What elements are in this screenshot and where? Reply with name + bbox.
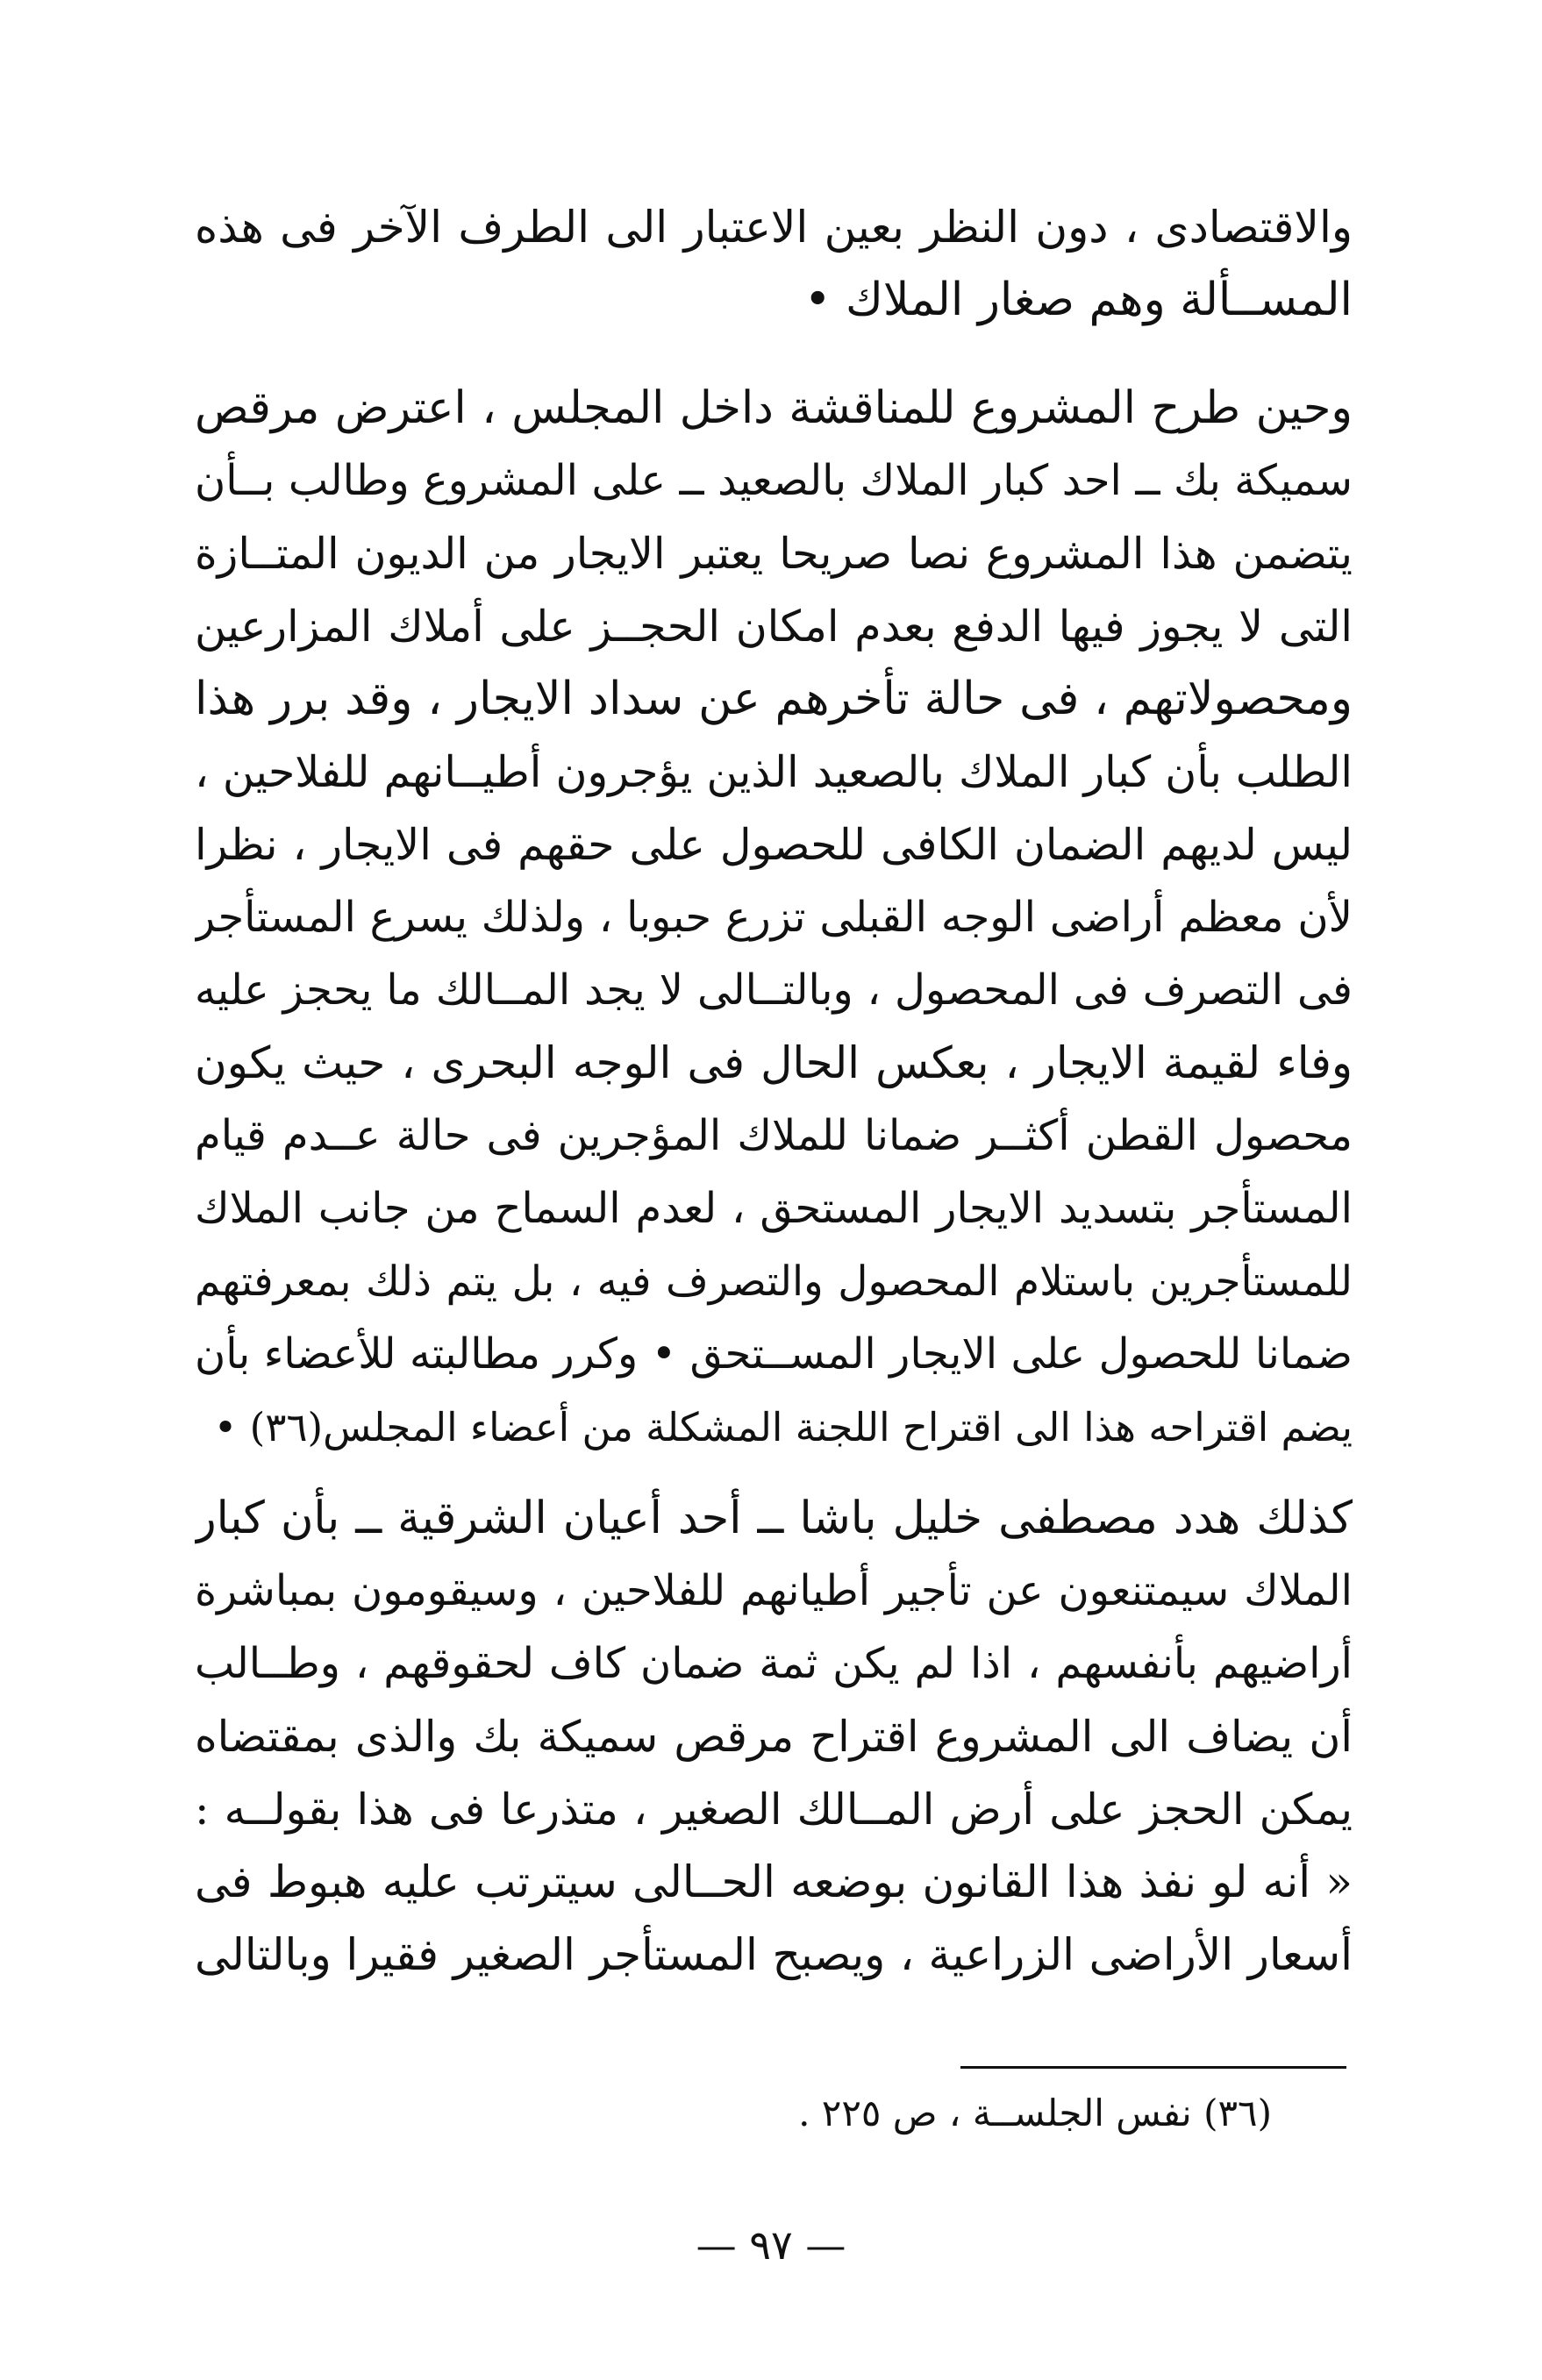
text-line: الطلب بأن كبار الملاك بالصعيد الذين يؤجرون أطيــانهم للفلاحين ، (195, 747, 1353, 797)
text-line: التى لا يجوز فيها الدفع بعدم امكان الحجــز على أملاك المزارعين (195, 602, 1353, 652)
text-line: أسعار الأراضى الزراعية ، ويصبح المستأجر الصغير فقيرا وبالتالى (195, 1929, 1353, 1980)
text-line: « أنه لو نفذ هذا القانون بوضعه الحــالى سيترتب عليه هبوط فى (195, 1856, 1353, 1907)
footnote-divider (960, 2066, 1346, 2069)
text-line: فى التصرف فى المحصول ، وبالتــالى لا يجد المــالك ما يحجز عليه (195, 966, 1353, 1015)
text-line: كذلك هدد مصطفى خليل باشا ــ أحد أعيان الشرقية ــ بأن كبار (195, 1493, 1353, 1544)
text-line: وفاء لقيمة الايجار ، بعكس الحال فى الوجه البحرى ، حيث يكون (195, 1037, 1353, 1088)
text-line: الملاك سيمتنعون عن تأجير أطيانهم للفلاحين ، وسيقومون بمباشرة (195, 1566, 1353, 1615)
text-line: يتضمن هذا المشروع نصا صريحا يعتبر الايجار من الديون المتــازة (195, 529, 1353, 579)
text-line: والاقتصادى ، دون النظر بعين الاعتبار الى الطرف الآخر فى هذه (195, 202, 1353, 253)
text-line: لأن معظم أراضى الوجه القبلى تزرع حبوبا ، ولذلك يسرع المستأجر (195, 893, 1353, 942)
text-line: أراضيهم بأنفسهم ، اذا لم يكن ثمة ضمان كاف لحقوقهم ، وطــالب (195, 1639, 1353, 1688)
paragraph-2 (195, 372, 1353, 1464)
footnote: (٣٦) نفس الجلســة ، ص ٢٢٥ . (798, 2091, 1272, 2134)
text-line: أن يضاف الى المشروع اقتراح مرقص سميكة بك والذى بمقتضاه (195, 1712, 1353, 1762)
text-line: للمستأجرين باستلام المحصول والتصرف فيه ، بل يتم ذلك بمعرفتهم (195, 1258, 1353, 1306)
text-line: المســألة وهم صغار الملاك • (803, 274, 1353, 326)
text-line: ليس لديهم الضمان الكافى للحصول على حقهم فى الايجار ، نظرا (195, 820, 1353, 870)
text-line: ضمانا للحصول على الايجار المســتحق • وكرر مطالبته للأعضاء بأن (195, 1329, 1353, 1379)
text-line: سميكة بك ــ احد كبار الملاك بالصعيد ــ على المشروع وطالب بــأن (195, 456, 1353, 505)
page-number: — ٩٧ — (696, 2221, 846, 2269)
paragraph-3 (195, 1482, 1353, 1992)
text-line: محصول القطن أكثــر ضمانا للملاك المؤجرين فى حالة عــدم قيام (195, 1111, 1353, 1160)
text-line: المستأجر بتسديد الايجار المستحق ، لعدم السماح من جانب الملاك (195, 1184, 1353, 1233)
text-line: يمكن الحجز على أرض المــالك الصغير ، متذرعا فى هذا بقولــه : (195, 1785, 1353, 1835)
text-line: وحين طرح المشروع للمناقشة داخل المجلس ، اعترض مرقص (195, 382, 1353, 434)
text-line: ومحصولاتهم ، فى حالة تأخرهم عن سداد الايجار ، وقد برر هذا (195, 673, 1353, 725)
paragraph-1 (195, 191, 1353, 337)
text-line: يضم اقتراحه هذا الى اقتراح اللجنة المشكلة من أعضاء المجلس(٣٦) • (213, 1404, 1353, 1450)
